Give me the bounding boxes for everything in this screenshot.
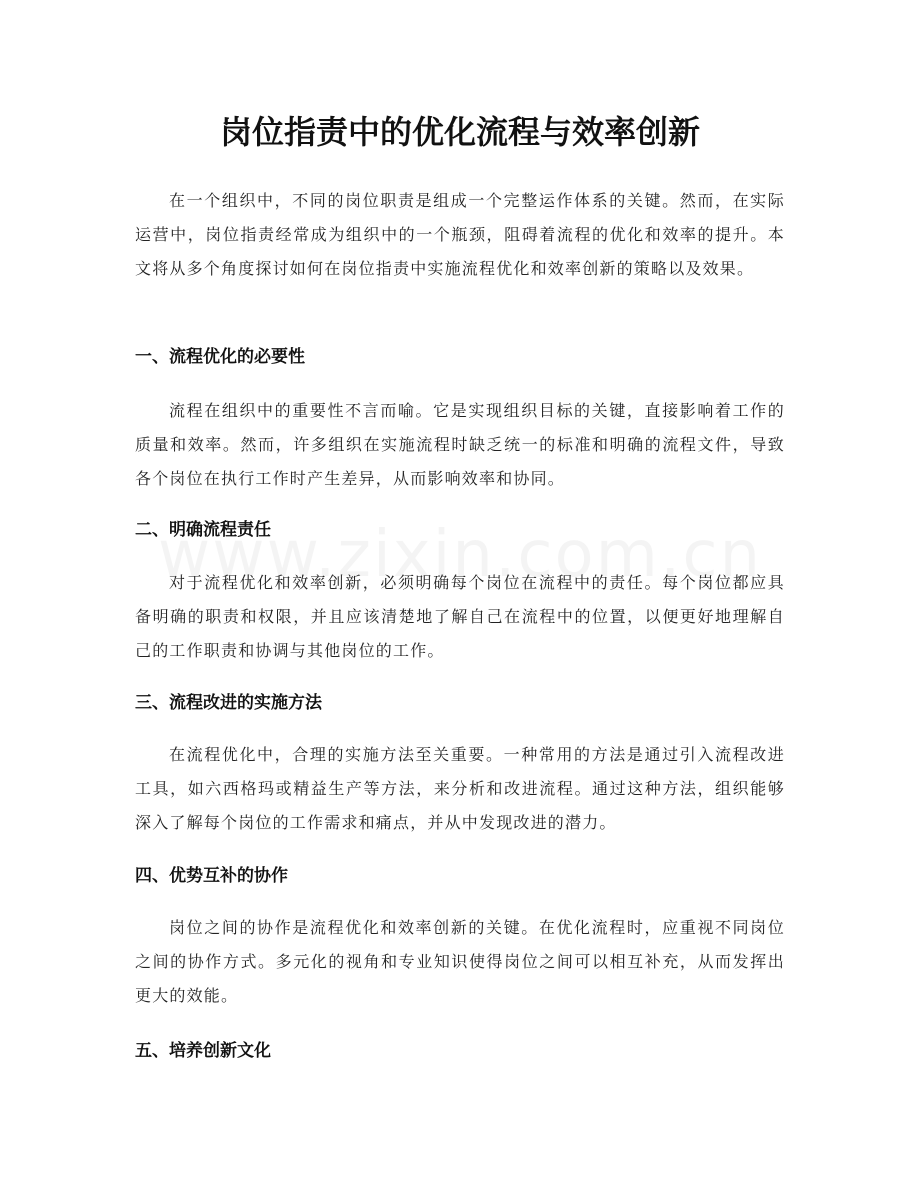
- section-body-1: 流程在组织中的重要性不言而喻。它是实现组织目标的关键，直接影响着工作的质量和效率。然而，许多组织在实施流程时缺乏统一的标准和明确的流程文件，导致各个岗位在执行工作时产生差异，从而影响效率和协同。: [135, 401, 785, 488]
- section-body-4: 岗位之间的协作是流程优化和效率创新的关键。在优化流程时，应重视不同岗位之间的协作方式。多元化的视角和专业知识使得岗位之间可以相互补充，从而发挥出更大的效能。: [135, 918, 785, 1005]
- section-heading-4: 四、优势互补的协作: [135, 866, 288, 886]
- intro-paragraph: 在一个组织中，不同的岗位职责是组成一个完整运作体系的关键。然而，在实际运营中，岗位指责经常成为组织中的一个瓶颈，阻碍着流程的优化和效率的提升。本文将从多个角度探讨如何在岗位指责中实施流程优化和效率创新的策略以及效果。: [135, 191, 785, 278]
- section-heading-3: 三、流程改进的实施方法: [135, 693, 322, 713]
- section-heading-5: 五、培养创新文化: [135, 1041, 271, 1061]
- document-title: 岗位指责中的优化流程与效率创新: [219, 113, 700, 151]
- section-heading-2: 二、明确流程责任: [135, 520, 271, 540]
- section-heading-1: 一、流程优化的必要性: [135, 347, 305, 367]
- section-body-2: 对于流程优化和效率创新，必须明确每个岗位在流程中的责任。每个岗位都应具备明确的职责和权限，并且应该清楚地了解自己在流程中的位置，以便更好地理解自己的工作职责和协调与其他岗位的工作。: [135, 573, 785, 660]
- section-body-3: 在流程优化中，合理的实施方法至关重要。一种常用的方法是通过引入流程改进工具，如六西格玛或精益生产等方法，来分析和改进流程。通过这种方法，组织能够深入了解每个岗位的工作需求和痛点，并从中发现改进的潜力。: [135, 745, 785, 832]
